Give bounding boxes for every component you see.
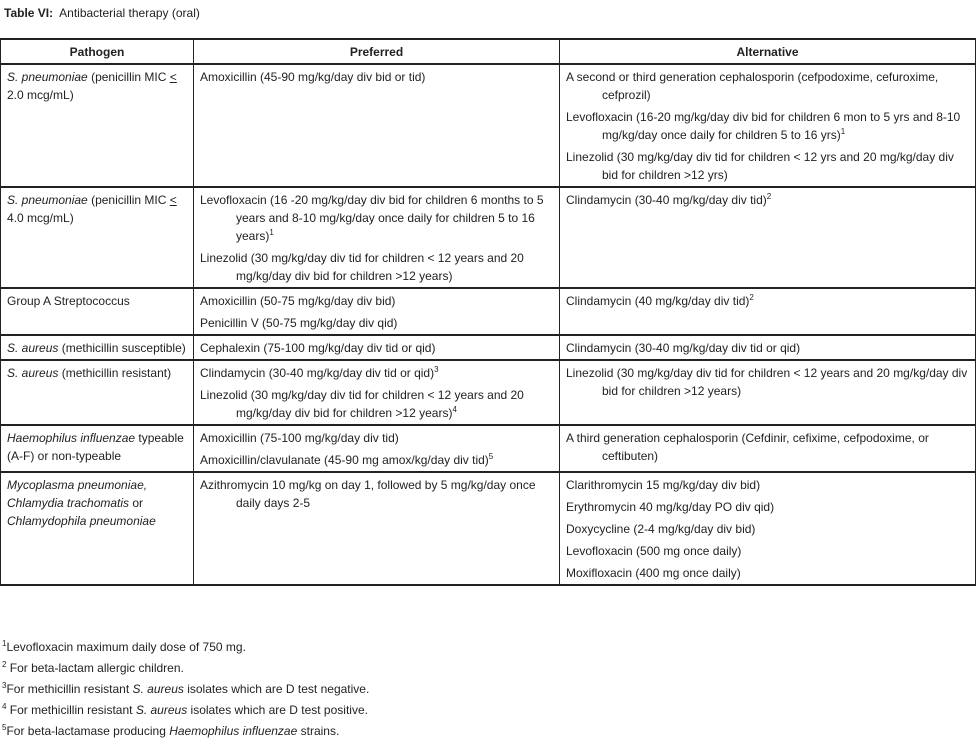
alternative-entry [566,520,969,538]
text-run: Group A Streptococcus [7,294,130,308]
alternative-entry [566,339,969,357]
italic-text: S. aureus [7,341,59,355]
text-run: 2.0 mcg/mL) [7,88,74,102]
pathogen-cell [1,64,194,187]
footnote-ref: 4 [2,702,7,711]
alternative-entry [566,108,969,144]
pathogen-cell [1,187,194,288]
alternative-entry [566,292,969,310]
footnote-ref: 2 [2,660,7,669]
text-run: Linezolid (30 mg/kg/day div tid for children < 12 years and 20 mg/kg/day div bid for children >12 years) [200,388,524,420]
preferred-cell [194,187,560,288]
text-run: Amoxicillin (45-90 mg/kg/day div bid or tid) [200,70,426,84]
text-run: Levofloxacin (500 mg once daily) [566,544,742,558]
text-run: Linezolid (30 mg/kg/day div tid for children < 12 years and 20 mg/kg/day div bid for children >12 years) [200,251,524,283]
footnote [2,700,369,721]
table-row [1,335,976,360]
italic-text: S. pneumoniae [7,70,88,84]
text-run: isolates which are D test positive. [187,703,368,717]
footnote-ref: 5 [2,723,7,732]
table-row [1,425,976,472]
alternative-entry [566,68,969,104]
text-run: 4.0 mcg/mL) [7,211,74,225]
text-run: or [129,496,144,510]
text-run: (methicillin susceptible) [58,341,186,355]
pathogen-cell [1,472,194,585]
pathogen-cell [1,425,194,472]
text-run: Cephalexin (75-100 mg/kg/day div tid or qid) [200,341,436,355]
text-run: For methicillin resistant [6,682,133,696]
text-run: A third generation cephalosporin (Cefdinir, cefixime, cefpodoxime, or ceftibuten) [566,431,929,463]
italic-text: Mycoplasma pneumoniae, Chlamydia trachomatis [7,478,148,510]
header-row [1,39,976,64]
text-run: Clindamycin (30-40 mg/kg/day div tid or qid) [566,341,801,355]
preferred-entry [200,339,553,357]
preferred-entry [200,429,553,447]
footnote-ref: 5 [488,452,494,461]
italic-text: S. aureus [132,682,184,696]
alternative-cell [560,187,976,288]
caption-title: Antibacterial therapy (oral) [59,6,200,20]
text-run: For methicillin resistant [6,703,136,717]
caption-label: Table VI: [4,6,54,20]
table-row [1,64,976,187]
footnote-ref: 3 [434,365,439,374]
italic-text: S. pneumoniae [7,193,88,207]
footnote [2,679,369,700]
text-run: A second or third generation cephalosporin (cefpodoxime, cefuroxime, cefprozil) [566,70,939,102]
text-run: (penicillin MIC [87,70,170,84]
table-row [1,288,976,335]
text-run: Levofloxacin (16 -20 mg/kg/day div bid for children 6 months to 5 years and 8-10 mg/kg/day once daily for children 5 to 16 years) [200,193,544,243]
italic-text: S. aureus [7,366,59,380]
text-run: Linezolid (30 mg/kg/day div tid for children < 12 yrs and 20 mg/kg/day div bid for children >12 yrs) [566,150,954,182]
footnote-ref: 4 [452,405,457,414]
footnote [2,637,369,658]
preferred-cell [194,360,560,425]
text-run: For beta-lactamase producing [6,724,170,738]
footnotes [2,637,369,742]
italic-text: S. aureus [135,703,188,717]
italic-text: Haemophilus influenzae [169,724,298,738]
footnote-ref: 1 [269,228,274,237]
alternative-cell [560,64,976,187]
text-run: Clindamycin (40 mg/kg/day div tid) [566,294,750,308]
footnote-ref: 2 [749,293,754,302]
text-run: (penicillin MIC [87,193,170,207]
alternative-entry [566,191,969,209]
footnote [2,721,369,742]
preferred-cell [194,288,560,335]
alternative-entry [566,364,969,400]
text-run: Clindamycin (30-40 mg/kg/day div tid or qid) [200,366,435,380]
alternative-cell [560,472,976,585]
header-preferred: Preferred [194,39,560,64]
italic-text: Haemophilus influenzae [7,431,136,445]
alternative-cell [560,288,976,335]
text-run: Moxifloxacin (400 mg once daily) [566,566,741,580]
table-body [1,64,976,585]
text-run: Amoxicillin/clavulanate (45-90 mg amox/kg/day div tid) [200,453,489,467]
preferred-entry [200,386,553,422]
header-alternative: Alternative [560,39,976,64]
footnote-ref: 1 [2,639,7,648]
preferred-entry [200,451,553,469]
text-run: Clindamycin (30-40 mg/kg/day div tid) [566,193,767,207]
text-run: Linezolid (30 mg/kg/day div tid for children < 12 years and 20 mg/kg/day div bid for children >12 years) [566,366,968,398]
alternative-entry [566,476,969,494]
text-run: Amoxicillin (50-75 mg/kg/day div bid) [200,294,396,308]
text-run: Penicillin V (50-75 mg/kg/day div qid) [200,316,398,330]
text-run: Doxycycline (2-4 mg/kg/day div bid) [566,522,756,536]
alternative-entry [566,542,969,560]
text-run: Azithromycin 10 mg/kg on day 1, followed by 5 mg/kg/day once daily days 2-5 [200,478,536,510]
preferred-entry [200,292,553,310]
alternative-entry [566,498,969,516]
preferred-entry [200,249,553,285]
header-pathogen: Pathogen [1,39,194,64]
text-run: Amoxicillin (75-100 mg/kg/day div tid) [200,431,399,445]
pathogen-cell [1,288,194,335]
preferred-entry [200,476,553,512]
pathogen-cell [1,335,194,360]
text-run: For beta-lactam allergic children. [6,661,184,675]
table-caption [4,6,200,20]
alternative-cell [560,425,976,472]
text-run: isolates which are D test negative. [183,682,370,696]
alternative-entry [566,148,969,184]
preferred-cell [194,425,560,472]
text-run: typeable (A-F) or non-typeable [7,431,184,463]
footnote-ref: 1 [840,127,846,136]
pathogen-cell [1,360,194,425]
antibacterial-therapy-table [0,38,976,586]
preferred-entry [200,314,553,332]
less-equal-symbol: < [169,70,177,84]
table-row [1,360,976,425]
less-equal-symbol: < [169,193,177,207]
alternative-entry [566,429,969,465]
alternative-cell [560,360,976,425]
text-run: Levofloxacin (16-20 mg/kg/day div bid for children 6 mon to 5 yrs and 8-10 mg/kg/day once daily for children 5 to 16 yrs) [566,110,961,142]
footnote-ref: 2 [766,192,772,201]
text-run: Clarithromycin 15 mg/kg/day div bid) [566,478,761,492]
text-run: Levofloxacin maximum daily dose of 750 mg. [6,640,246,654]
preferred-cell [194,472,560,585]
preferred-entry [200,364,553,382]
text-run: (methicillin resistant) [58,366,172,380]
alternative-cell [560,335,976,360]
text-run: Erythromycin 40 mg/kg/day PO div qid) [566,500,775,514]
table-row [1,187,976,288]
preferred-entry [200,191,553,245]
footnote [2,658,369,679]
preferred-cell [194,335,560,360]
preferred-entry [200,68,553,86]
text-run: strains. [297,724,340,738]
alternative-entry [566,564,969,582]
footnote-ref: 3 [2,681,7,690]
preferred-cell [194,64,560,187]
table-row [1,472,976,585]
italic-text: Chlamydophila pneumoniae [7,514,156,528]
